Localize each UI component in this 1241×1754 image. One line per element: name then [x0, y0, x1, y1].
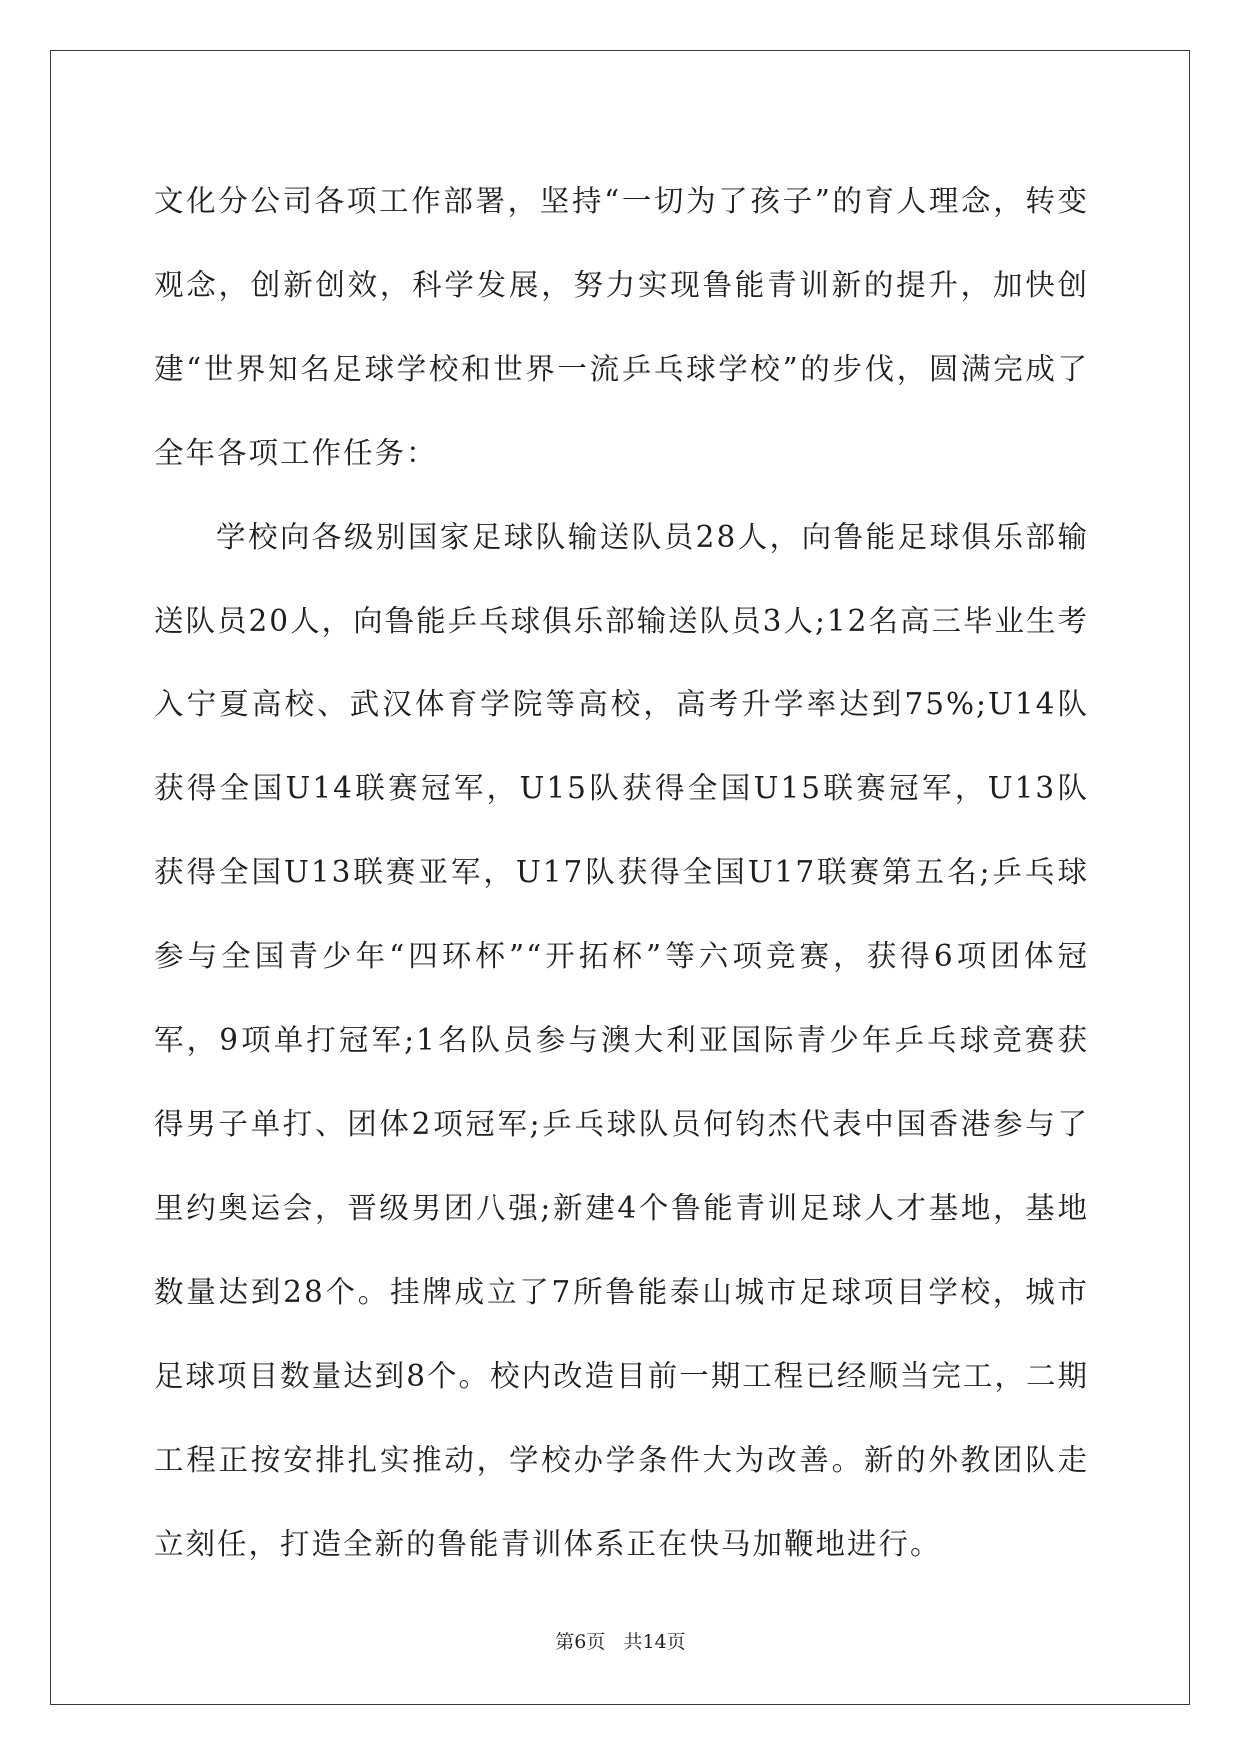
document-body	[154, 160, 1089, 1586]
paragraph-achievements: 学校向各级别国家足球队输送队员28人，向鲁能足球俱乐部输送队员20人，向鲁能乒乓球俱乐部输送队员3人;12名高三毕业生考入宁夏高校、武汉体育学院等高校，高考升学率达到75%;U14队获得全国U14联赛冠军，U15队获得全国U15联赛冠军，U13队获得全国U13联赛亚军，U17队获得全国U17联赛第五名;乒乓球参与全国青少年“四环杯”“开拓杯”等六项竞赛，获得6项团体冠军，9项单打冠军;1名队员参与澳大利亚国际青少年乒乓球竞赛获得男子单打、团体2项冠军;乒乓球队员何钧杰代表中国香港参与了里约奥运会，晋级男团八强;新建4个鲁能青训足球人才基地，基地数量达到28个。挂牌成立了7所鲁能泰山城市足球项目学校，城市足球项目数量达到8个。校内改造目前一期工程已经顺当完工，二期工程正按安排扎实推动，学校办学条件大为改善。新的外教团队走立刻任，打造全新的鲁能青训体系正在快马加鞭地进行。	[154, 519, 1089, 1561]
paragraph-continued: 文化分公司各项工作部署，坚持“一切为了孩子”的育人理念，转变观念，创新创效，科学发展，努力实现鲁能青训新的提升，加快创建“世界知名足球学校和世界一流乒乓球学校”的步伐，圆满完成了全年各项工作任务：	[154, 184, 1089, 470]
page-number-footer: 第6页 共14页	[555, 1631, 686, 1653]
